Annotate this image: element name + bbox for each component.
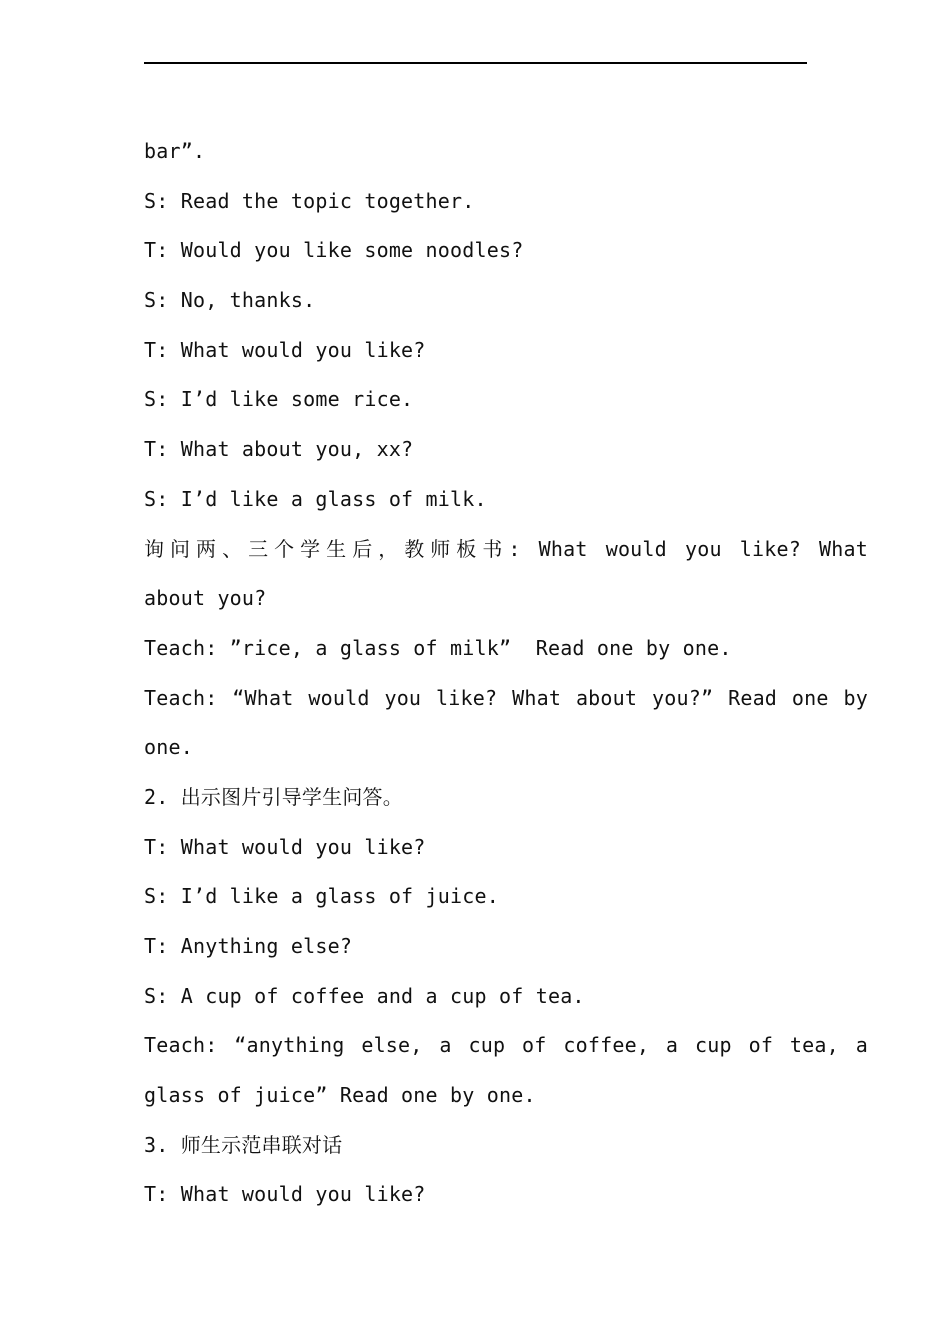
- text-line: Teach: “anything else, a cup of coffee, a cup of tea, a: [144, 1033, 868, 1058]
- text-line: 3. 师生示范串联对话: [144, 1132, 343, 1157]
- text-line: S: I’d like a glass of milk.: [144, 486, 487, 511]
- text-line: Teach: “What would you like? What about you?” Read one by: [144, 685, 868, 710]
- text-line: S: I’d like some rice.: [144, 387, 414, 412]
- text-line: T: What would you like?: [144, 1182, 426, 1207]
- text-line: T: What would you like?: [144, 337, 426, 362]
- document-body: [144, 127, 868, 1220]
- text-line: T: What about you, xx?: [144, 437, 414, 462]
- header-rule: [144, 62, 807, 64]
- text-line: T: What would you like?: [144, 834, 426, 859]
- text-line: S: A cup of coffee and a cup of tea.: [144, 983, 585, 1008]
- text-line: 2. 出示图片引导学生问答。: [144, 784, 403, 809]
- text-line: T: Anything else?: [144, 934, 353, 958]
- text-line: bar”.: [144, 139, 206, 163]
- text-line: S: I’d like a glass of juice.: [144, 884, 499, 909]
- text-line: S: No, thanks.: [144, 288, 316, 313]
- text-line: glass of juice” Read one by one.: [144, 1083, 536, 1108]
- text-line: Teach: ”rice, a glass of milk” Read one by one.: [144, 635, 732, 660]
- text-line: S: Read the topic together.: [144, 188, 475, 213]
- text-line: about you?: [144, 586, 267, 611]
- text-line: 询问两、三个学生后，教师板书: What would you like? What: [144, 536, 868, 561]
- text-line: one.: [144, 735, 193, 760]
- text-line: T: Would you like some noodles?: [144, 238, 524, 263]
